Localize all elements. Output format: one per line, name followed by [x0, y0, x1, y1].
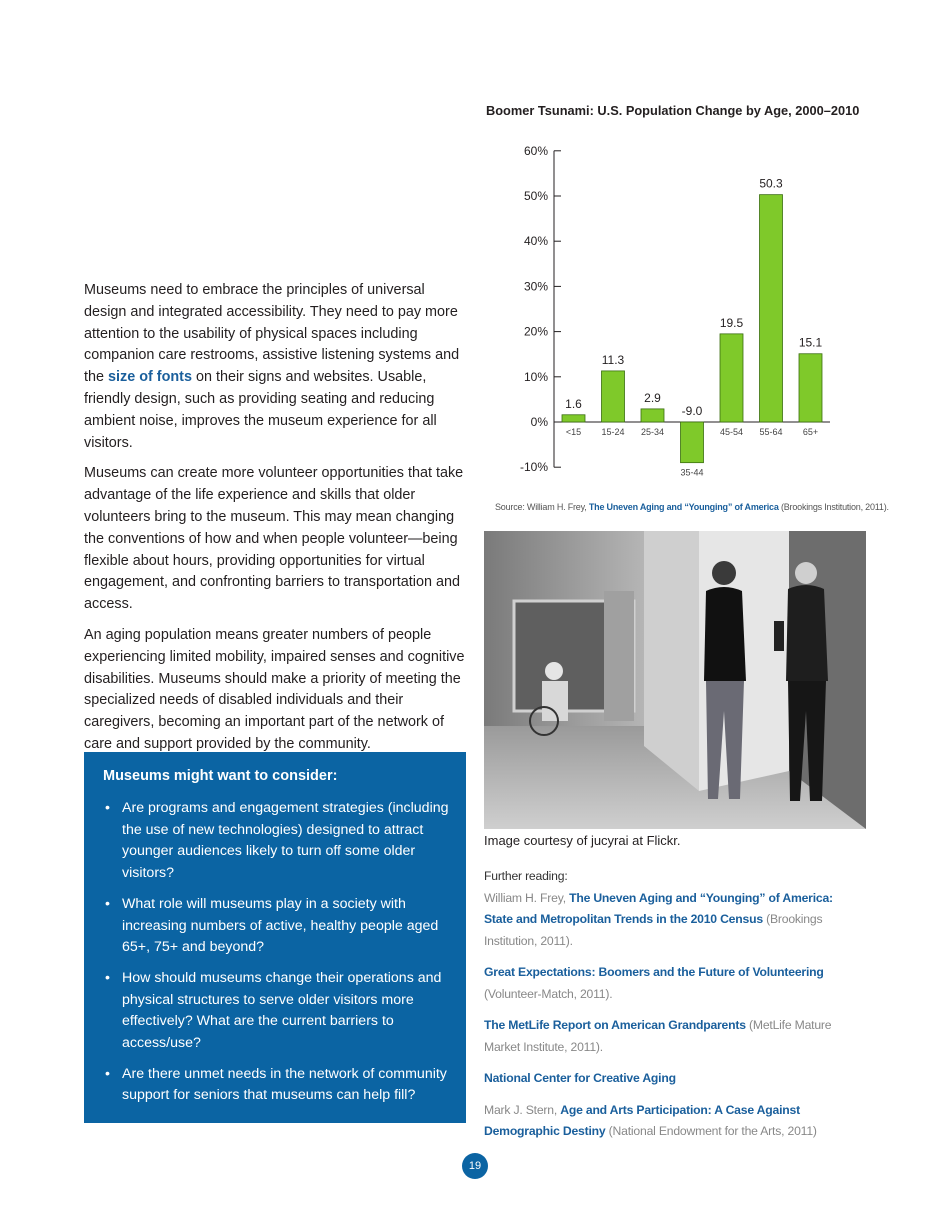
reading-link[interactable]: The Uneven Aging and “Younging” of America: State and Metropolitan Trends in the 2010 Census: [484, 890, 833, 926]
bullet-icon: •: [105, 969, 110, 986]
source-suffix: (Brookings Institution, 2011).: [778, 502, 889, 512]
category-label: 45-54: [719, 427, 744, 437]
y-tick-label: -10%: [519, 460, 548, 475]
category-label: <15: [565, 427, 582, 437]
list-item: [103, 968, 452, 1055]
data-label: -9.0: [681, 404, 703, 418]
reading-link[interactable]: The MetLife Report on American Grandparents: [484, 1018, 746, 1032]
category-label: 25-34: [640, 427, 665, 437]
paragraph-1-text-end: on their signs and websites. Usable, friendly design, such as providing seating and reducing ambient noise, improves the museum experience for all visitors.: [84, 369, 437, 451]
y-tick-label: 60%: [523, 143, 548, 158]
bar: [799, 354, 822, 422]
reading-item: [484, 1100, 864, 1143]
y-tick-label: 50%: [523, 189, 548, 203]
reading-publisher: (MetLife Mature Market Institute, 2011).: [484, 1018, 832, 1054]
data-label: 19.5: [719, 315, 744, 330]
category-label: 65+: [802, 427, 819, 437]
consider-title: Museums might want to consider:: [103, 768, 338, 784]
reading-author: William H. Frey,: [484, 890, 570, 905]
reading-publisher: (Volunteer-Match, 2011).: [484, 986, 613, 1001]
data-label: 1.6: [565, 396, 582, 411]
further-reading: [484, 866, 864, 1153]
reading-author: Mark J. Stern,: [484, 1102, 561, 1117]
population-change-chart: [0, 0, 950, 500]
data-label: 2.9: [644, 390, 661, 405]
y-tick-label: 30%: [523, 279, 548, 294]
bullet-icon: •: [105, 800, 110, 816]
reading-item: [484, 962, 864, 1005]
photo-caption: Image courtesy of jucyrai at Flickr.: [484, 833, 681, 848]
reading-publisher: (Brookings Institution, 2011).: [484, 912, 823, 948]
consider-list: [103, 798, 452, 1107]
reading-publisher: (National Endowment for the Arts, 2011): [605, 1124, 817, 1138]
list-item: [103, 798, 452, 885]
list-item-text: What role will museums play in a society with increasing numbers of active, healthy people aged 65+, 75+ and beyond?: [122, 895, 439, 956]
category-label: 55-64: [759, 427, 783, 437]
bar: [562, 415, 585, 422]
reading-link[interactable]: Age and Arts Participation: A Case Against Demographic Destiny: [484, 1102, 800, 1138]
data-label: 15.1: [798, 335, 823, 350]
chart-source: [495, 502, 889, 512]
size-of-fonts-link[interactable]: size of fonts: [108, 369, 192, 386]
bullet-icon: •: [105, 1065, 110, 1082]
bar: [641, 409, 664, 422]
y-tick-label: 0%: [530, 415, 548, 429]
reading-link[interactable]: Great Expectations: Boomers and the Future of Volunteering: [484, 965, 824, 979]
paragraph-3: An aging population means greater numbers of people experiencing limited mobility, impaired senses and cognitive disabilities. Museums should make a priority of meeting the specialized needs of disabled individuals and their caregivers, becoming an important part of the network of care and support provided by the community.: [84, 626, 465, 752]
list-item: [103, 1064, 452, 1107]
reading-item: [484, 1068, 864, 1090]
data-label: 11.3: [601, 352, 625, 367]
y-tick-label: 40%: [523, 234, 548, 249]
further-reading-heading: Further reading:: [484, 869, 568, 883]
reading-item: [484, 888, 864, 953]
category-label: 35-44: [680, 467, 704, 478]
bar: [681, 422, 704, 463]
source-link[interactable]: The Uneven Aging and “Younging” of America: [588, 502, 779, 512]
y-tick-label: 20%: [523, 324, 548, 339]
paragraph-1-text: Museums need to embrace the principles of universal design and integrated accessibility. They need to pay more attention to the usability of physical spaces including companion care restrooms, assistive listening systems and the: [84, 282, 460, 386]
reading-link[interactable]: National Center for Creative Aging: [484, 1071, 676, 1085]
bullet-icon: •: [105, 895, 110, 912]
museum-photo: [484, 531, 866, 829]
reading-item: [484, 1015, 864, 1058]
source-prefix: Source: William H. Frey,: [495, 502, 589, 512]
bar: [760, 195, 783, 422]
page-number: 19: [462, 1153, 488, 1179]
y-tick-label: 10%: [523, 369, 548, 384]
list-item-text: Are programs and engagement strategies (including the use of new technologies) designed to attract younger audiences likely to turn off some older visitors?: [122, 800, 449, 882]
category-label: 15-24: [601, 427, 625, 437]
list-item: [103, 894, 452, 959]
bar: [602, 371, 625, 422]
list-item-text: Are there unmet needs in the network of community support for seniors that museums can help fill?: [122, 1065, 447, 1104]
chart-title: Boomer Tsunami: U.S. Population Change by Age, 2000–2010: [486, 103, 860, 118]
bar: [720, 334, 743, 422]
data-label: 50.3: [759, 176, 783, 191]
list-item-text: How should museums change their operations and physical structures to serve older visitors more effectively? What are the current barriers to access/use?: [122, 969, 442, 1052]
consider-box: [84, 752, 466, 1123]
paragraph-2: Museums can create more volunteer opportunities that take advantage of the life experience and skills that older volunteers bring to the museum. This may mean changing the conventions of how and when people volunteer—being flexible about hours, providing opportunities for virtual engagement, and confronting barriers to transportation and access.: [84, 465, 464, 613]
